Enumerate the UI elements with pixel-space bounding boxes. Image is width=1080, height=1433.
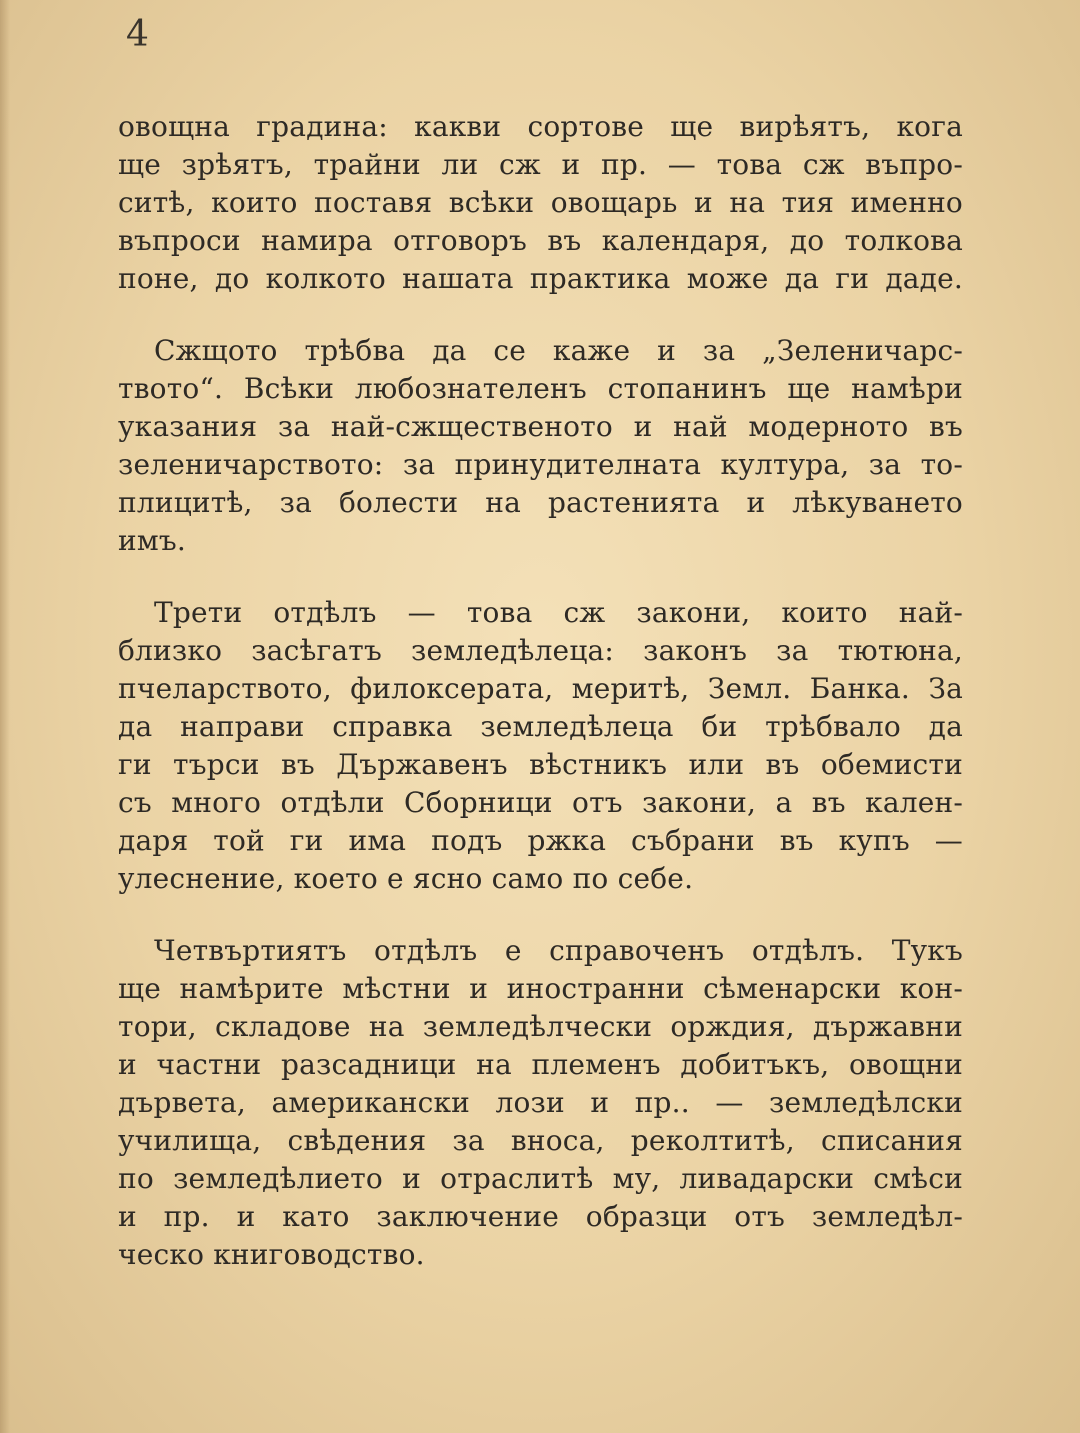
paragraph-2 — [118, 332, 963, 560]
text-line: Сжщото трѣбва да се каже и за „Зеленичарс- — [154, 334, 963, 367]
text-line: Четвъртиятъ отдѣлъ е справоченъ отдѣлъ. Тукъ — [154, 934, 963, 967]
text-line: плицитѣ, за болести на растенията и лѣкуването — [118, 486, 963, 519]
paragraph-4 — [118, 932, 963, 1274]
text-line: и частни разсадници на племенъ добитъкъ, овощни — [118, 1048, 963, 1081]
text-line: ческо книговодство. — [118, 1238, 425, 1271]
text-line: ще зрѣятъ, трайни ли сж и пр. — това сж въпро- — [118, 148, 963, 181]
text-line: ситѣ, които поставя всѣки овощарь и на тия именно — [118, 186, 963, 219]
text-line: указания за най-сжщественото и най модерното въ — [118, 410, 963, 443]
text-line: по земледѣлието и отраслитѣ му, ливадарски смѣси — [118, 1162, 963, 1195]
text-line: твото“. Всѣки любознателенъ стопанинъ ще намѣри — [118, 372, 963, 405]
text-line: въпроси намира отговоръ въ календаря, до толкова — [118, 224, 963, 257]
text-line: дървета, американски лози и пр.. — земледѣлски — [118, 1086, 963, 1119]
text-line: тори, складове на земледѣлчески орждия, държавни — [118, 1010, 963, 1043]
text-line: да направи справка земледѣлеца би трѣбвало да — [118, 710, 963, 743]
text-line: улеснение, което е ясно само по себе. — [118, 862, 694, 895]
page-body-text — [118, 108, 963, 1274]
text-line: овощна градина: какви сортове ще вирѣятъ, кога — [118, 110, 963, 143]
text-line: пчеларството, филоксерата, меритѣ, Земл. Банка. За — [118, 672, 963, 705]
page-number: 4 — [126, 14, 149, 55]
text-line: училища, свѣдения за вноса, реколтитѣ, списания — [118, 1124, 963, 1157]
text-line: зеленичарството: за принудителната култура, за то- — [118, 448, 963, 481]
text-line: и пр. и като заключение образци отъ земледѣл- — [118, 1200, 963, 1233]
text-line: даря той ги има подъ ржка събрани въ купъ — — [118, 824, 963, 857]
text-line: близко засѣгатъ земледѣлеца: законъ за тютюна, — [118, 634, 963, 667]
text-line: Трети отдѣлъ — това сж закони, които най- — [154, 596, 963, 629]
page-edge-shadow — [0, 0, 10, 1433]
paragraph-1 — [118, 108, 963, 298]
text-line: ги търси въ Държавенъ вѣстникъ или въ обемисти — [118, 748, 963, 781]
text-line: поне, до колкото нашата практика може да ги даде. — [118, 262, 963, 295]
text-line: ще намѣрите мѣстни и иностранни сѣменарски кон- — [118, 972, 963, 1005]
text-line: съ много отдѣли Сборници отъ закони, а въ кален- — [118, 786, 963, 819]
paragraph-3 — [118, 594, 963, 898]
text-line: имъ. — [118, 524, 186, 557]
